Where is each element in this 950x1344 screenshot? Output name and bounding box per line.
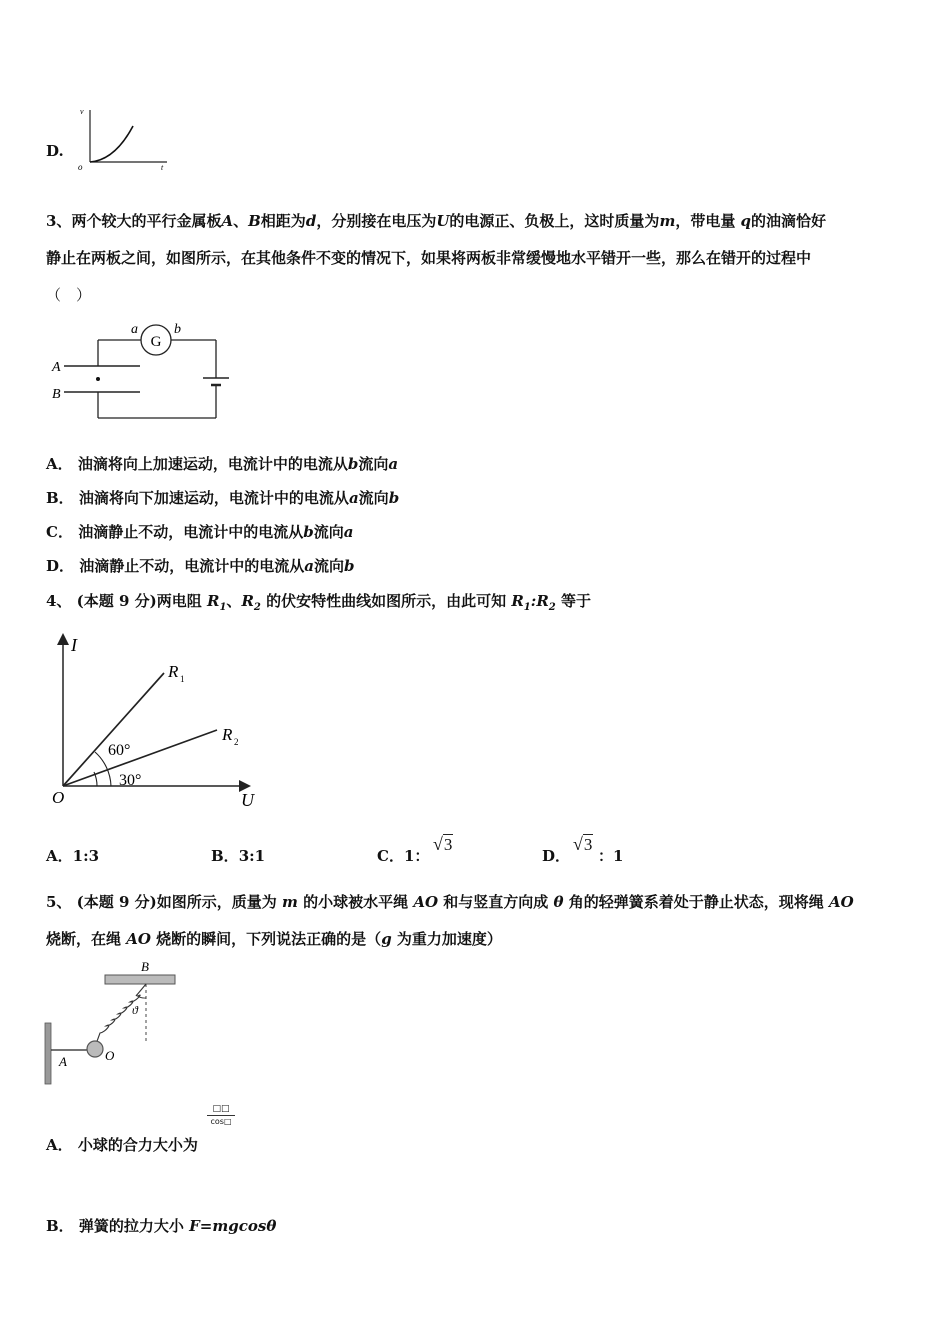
- r1-line: [63, 673, 164, 786]
- q3-option-d[interactable]: D． 油滴静止不动，电流计中的电流从a流向b: [46, 557, 355, 575]
- q5-option-a[interactable]: A． 小球的合力大小为: [46, 1136, 198, 1154]
- svg-text:O: O: [52, 788, 65, 807]
- svg-text:1: 1: [180, 674, 185, 684]
- svg-text:60°: 60°: [108, 742, 131, 759]
- q3-option-b[interactable]: B． 油滴将向下加速运动，电流计中的电流从a流向b: [46, 489, 400, 507]
- q4-option-b[interactable]: B．3:1: [211, 847, 266, 865]
- q4-option-d-sqrt: √3: [573, 834, 593, 854]
- svg-text:G: G: [150, 334, 162, 350]
- svg-text:O: O: [105, 1048, 115, 1063]
- q5-option-b[interactable]: B． 弹簧的拉力大小 F=mgcosθ: [46, 1217, 277, 1235]
- q4-stem: 4、 (本题 9 分)两电阻 $R_1$、$R_2$ 的伏安特性曲线如图所示，由此可知 $R_1:R_2$ 等于: [46, 592, 591, 613]
- q5-spring-figure: [40, 956, 190, 1091]
- svg-text:R: R: [222, 725, 233, 744]
- wall: [45, 1023, 51, 1084]
- q5-stem-line1: 5、 (本题 9 分)如图所示，质量为 m 的小球被水平绳 AO 和与竖直方向成 θ 角的轻弹簧系着处于静止状态，现将绳 AO: [46, 893, 854, 911]
- q3-option-a[interactable]: A． 油滴将向上加速运动，电流计中的电流从b流向a: [46, 455, 399, 473]
- q3-stem-line2: 静止在两板之间，如图所示，在其他条件不变的情况下，如果将两板非常缓慢地水平错开一些，那么在错开的过程中: [46, 249, 812, 267]
- svg-text:A: A: [59, 1054, 67, 1069]
- q2-option-d-label: D.: [46, 142, 64, 160]
- q3-option-c[interactable]: C． 油滴静止不动，电流计中的电流从b流向a: [46, 523, 354, 541]
- svg-text:30°: 30°: [119, 772, 142, 789]
- q4-iu-graph: [44, 628, 264, 813]
- svg-text:2: 2: [234, 737, 239, 747]
- svg-text:b: b: [174, 322, 181, 337]
- q3-answer-paren: （ ）: [46, 286, 92, 304]
- svg-text:a: a: [131, 322, 138, 337]
- svg-text:B: B: [141, 959, 149, 974]
- vt-curve: [90, 126, 133, 162]
- q3-stem-line1: 3、两个较大的平行金属板A、B相距为d，分别接在电压为U的电源正、负极上，这时质量为m，带电量 q的油滴恰好: [46, 212, 827, 230]
- origin-label: o: [78, 162, 83, 172]
- t-label: t: [161, 163, 164, 172]
- q4-option-c[interactable]: C．1：: [377, 847, 430, 865]
- q4-option-d-suffix: ：1: [598, 847, 624, 865]
- svg-text:R: R: [168, 662, 179, 681]
- svg-text:U: U: [241, 790, 254, 810]
- q2-vt-graph: [75, 104, 170, 174]
- q4-option-c-sqrt: √3: [433, 834, 453, 854]
- ceiling: [105, 975, 175, 984]
- spring: [96, 984, 146, 1044]
- q5-option-a-fraction: □□ cos□: [207, 1104, 235, 1127]
- v-label: v: [80, 107, 84, 116]
- svg-text:I: I: [71, 635, 77, 655]
- oil-drop: [96, 377, 100, 381]
- q4-option-a[interactable]: A．1:3: [46, 847, 100, 865]
- q4-option-d[interactable]: D．: [542, 847, 571, 865]
- svg-text:B: B: [52, 387, 61, 402]
- q3-circuit-figure: [46, 318, 246, 428]
- svg-text:A: A: [52, 360, 61, 375]
- q5-stem-line2: 烧断，在绳 AO 烧断的瞬间，下列说法正确的是（g 为重力加速度）: [46, 930, 502, 948]
- ball: [87, 1041, 103, 1057]
- svg-text:ϑ: ϑ: [132, 1003, 138, 1017]
